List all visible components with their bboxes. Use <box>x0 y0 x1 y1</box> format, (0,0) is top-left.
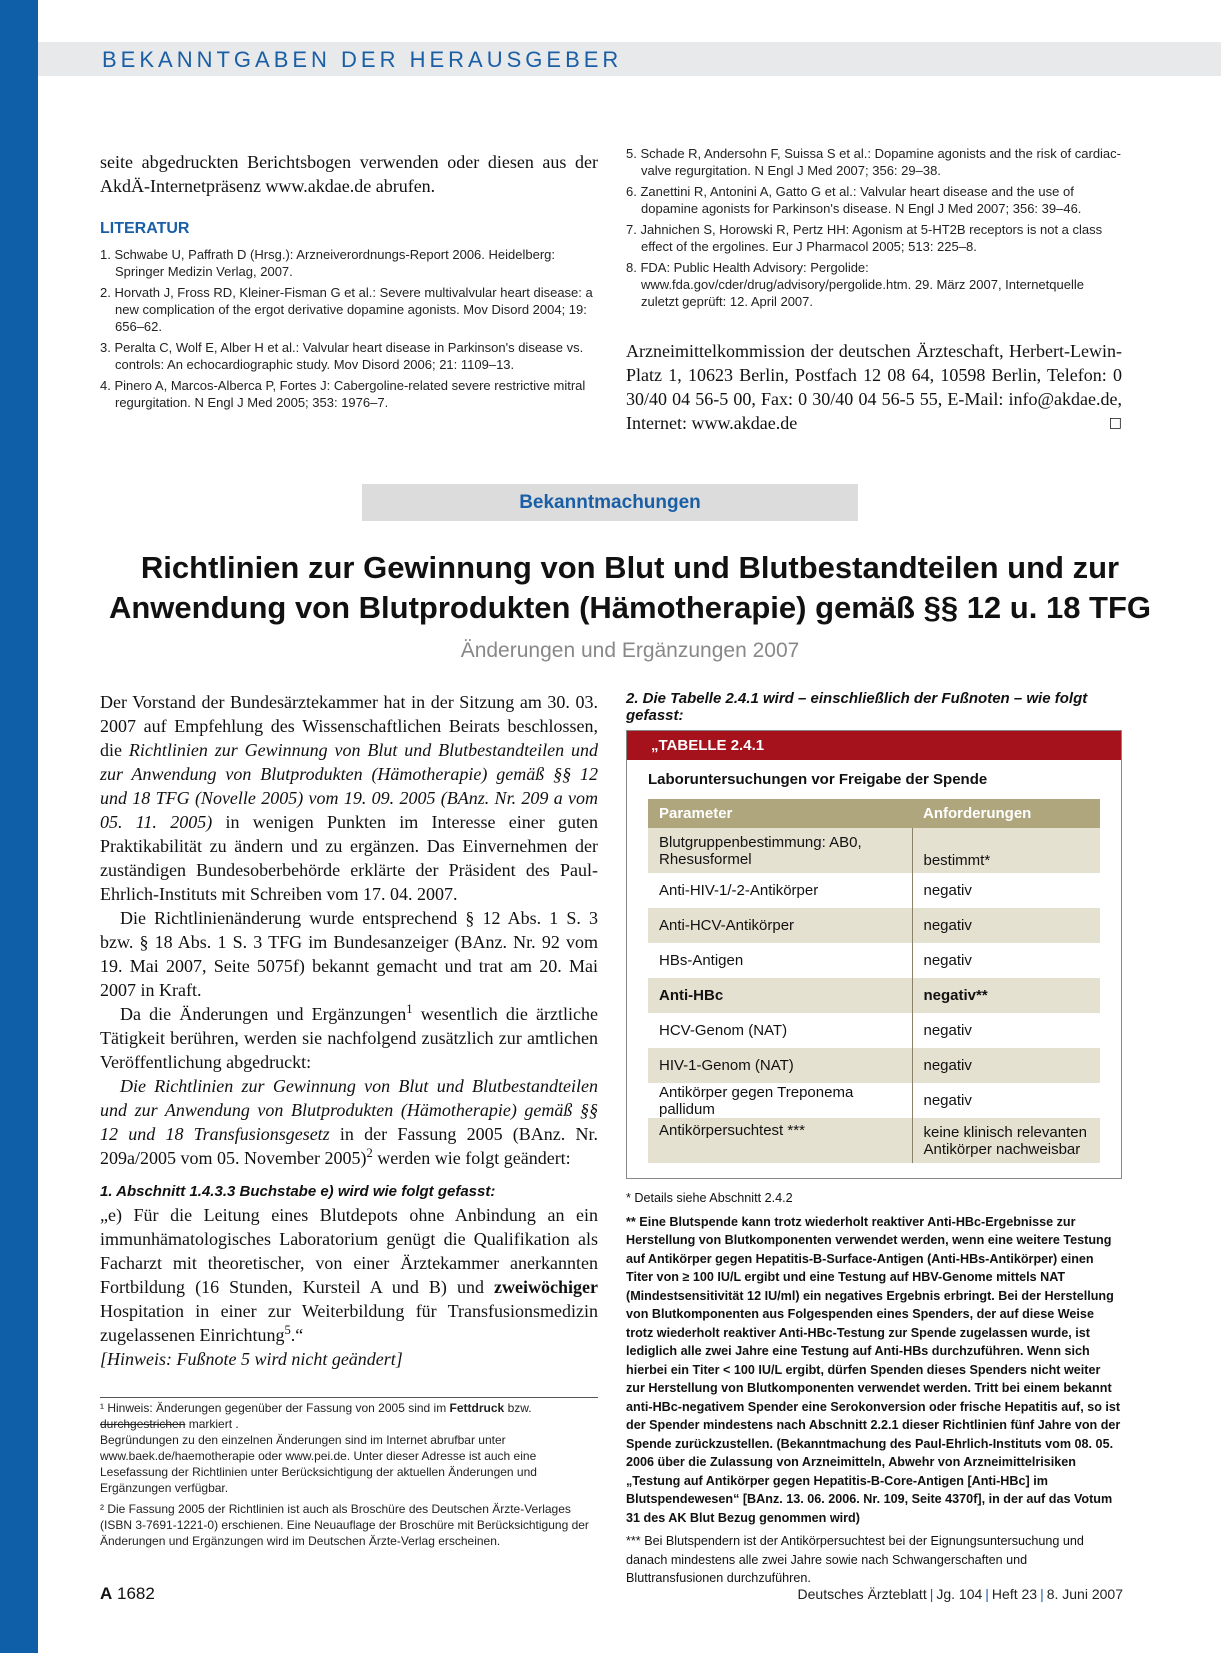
table-footnote-1: * Details siehe Abschnitt 2.4.2 <box>626 1191 793 1205</box>
cell-requirement: keine klinisch relevanten Antikörper nachweisbar <box>912 1118 1100 1163</box>
table-caption: Laboruntersuchungen vor Freigabe der Spende <box>648 771 988 788</box>
body-paragraph <box>100 1074 598 1170</box>
cell-parameter: HCV-Genom (NAT) <box>648 1013 912 1048</box>
reference-item: 7. Jahnichen S, Horowski R, Pertz HH: Agonism at 5-HT2B receptors is not a class effect of the ergolines. Eur J Pharmacol 2005; 513: 225–8. <box>626 222 1103 254</box>
reference-item: 3. Peralta C, Wolf E, Alber H et al.: Valvular heart disease in Parkinson's disease vs. controls: An echocardiographic study. Mov Disord 2006; 21: 1109–13. <box>100 340 584 372</box>
cell-parameter: Blutgruppenbestimmung: AB0, Rhesusformel <box>648 828 912 873</box>
literature-heading: LITERATUR <box>100 220 190 237</box>
body-paragraph <box>100 690 598 906</box>
table-row <box>648 1013 1100 1048</box>
text-run-italic: Richtlinien zur Gewinnung von Blut und Blutbestandteilen und zur Anwendung von Blutprodukten (Hämotherapie) gemäß §§ 12 und 18 TFG (Novelle 2005) vom 19. 09. 2005 (BAnz. Nr. 209 a vom 05. 11. 2005) <box>100 740 598 832</box>
reference-item: 5. Schade R, Andersohn F, Suissa S et al.: Dopamine agonists and the risk of cardiac-valve regurgitation. N Engl J Med 2007; 356: 29–38. <box>626 146 1121 178</box>
text-run-italic: Die Richtlinien zur Gewinnung von Blut und Blutbestandteilen und zur Anwendung von Blutprodukten (Hämotherapie) gemäß §§ 12 und 18 Transfusionsgesetz <box>100 1076 598 1144</box>
text-run: werden wie folgt geändert: <box>372 1148 571 1168</box>
reference-item: 8. FDA: Public Health Advisory: Pergolide: www.fda.gov/cder/drug/advisory/pergolide.htm. 29. März 2007, Internetquelle zuletzt geprüft: 12. April 2007. <box>626 260 1084 309</box>
cell-requirement: negativ <box>912 1048 1100 1083</box>
column-header-requirements: Anforderungen <box>912 799 1100 828</box>
cell-requirement: negativ <box>923 1022 972 1039</box>
reference-item: 2. Horvath J, Fross RD, Kleiner-Fisman G et al.: Severe multivalvular heart disease: a new complication of the ergot derivative dopamine agonists. Mov Disord 2004; 19: 656–62. <box>100 285 593 334</box>
footnote-ref: 1 <box>406 1002 413 1016</box>
text-run: Der Vorstand der Bundesärztekammer hat in der Sitzung am 30. 03. 2007 auf Empfehlung des Wissenschaftlichen Beirats beschlossen, die <box>100 692 598 760</box>
text-run: wesentlich die ärztliche Tätigkeit berühren, werden sie nachfolgend zusätzlich zur amtlichen Veröffentlichung abgedruckt: <box>100 1004 598 1072</box>
header-label: BEKANNTGABEN DER HERAUSGEBER <box>102 47 623 72</box>
reference-item: 6. Zanettini R, Antonini A, Gatto G et al.: Valvular heart disease and the use of dopamine agonists for Parkinson's disease. N Engl J Med 2007; 356: 39–46. <box>626 184 1082 216</box>
table-row <box>648 908 1100 943</box>
footnote-divider <box>100 1397 598 1398</box>
text-run-bold: Fettdruck <box>449 1401 505 1415</box>
page-number-value: 1682 <box>117 1584 155 1603</box>
table-row <box>648 873 1100 908</box>
table-footnote-2: ** Eine Blutspende kann trotz wiederholt reaktiver Anti-HBc-Ergebnisse zur Herstellung von Blutkomponenten verwendet werden, wenn eine weitere Testung auf Antikörper gegen Hepatitis-B-Surface-Antigen (Anti-HBs-Antikörper) einen Titer von ≥ 100 IU/L ergibt und eine Testung auf HBV-Genome mittels NAT (Mindestsensitivität 12 IU/ml) ein negatives Ergebnis erbringt. Bei der Herstellung von Blutkomponenten aus Folgespenden eines Spenders, der auf diese Weise trotz wiederholt reaktiver Anti-HBc-Testung zur Spende zugelassen wurde, ist lediglich alle zwei Jahre eine Testung auf Anti-HBs durchzuführen. Wenn sich hierbei ein Titer < 100 IU/L ergibt, dürfen Spenden dieses Spenders nicht weiter zur Herstellung von Blutkomponenten verwendet werden. Tritt bei einem bekannt anti-HBc-negativem Spender eine Serokonversion oder frische Hepatitis auf, so ist der Spender mindestens nach Abschnitt 2.2.1 dieser Richtlinien fünf Jahre von der Spende zurückzustellen. (Bekanntmachung des Paul-Ehrlich-Instituts vom 08. 05. 2006 über die Zulassung von Arzneimitteln, Abwehr von Arzneimittelrisiken „Testung auf Antikörper gegen Hepatitis-B-Core-Antigen [Anti-HBc] im Blutspendewesen“ [BAnz. 13. 06. 2006. Nr. 109, Seite 4370f], in der auf das Votum 31 des AK Blut Bezug genommen wird) <box>626 1214 1121 1525</box>
text-run-bold: zweiwöchiger <box>494 1277 598 1297</box>
table-header-row <box>648 799 1100 828</box>
akdae-address-text: Arzneimittelkommission der deutschen Ärzteschaft, Herbert-Lewin-Platz 1, 10623 Berlin, Postfach 12 08 64, 10598 Berlin, Telefon: 0 30/40 04 56-5 00, Fax: 0 30/40 04 56-5 55, E-Mail: info@akdae.de, Internet: www.akdae.de <box>626 341 1122 433</box>
cell-parameter: HBs-Antigen <box>648 943 912 978</box>
cell-parameter: Antikörper gegen Treponema pallidum <box>648 1083 912 1118</box>
body-paragraph <box>100 1203 598 1347</box>
text-run-strike: durchgestrichen <box>100 1417 186 1431</box>
section-label-bar <box>362 484 858 521</box>
lab-table <box>648 799 1100 1163</box>
cell-requirement: negativ** <box>912 978 1100 1013</box>
text-run: markiert . <box>185 1417 239 1431</box>
cell-requirement: negativ <box>923 882 972 899</box>
text-run: Da die Änderungen und Ergänzungen <box>120 1004 407 1024</box>
article-title: Richtlinien zur Gewinnung von Blut und Blutbestandteilen und zur Anwendung von Blutprodukten (Hämotherapie) gemäß §§ 12 u. 18 TFG <box>108 550 1152 625</box>
reference-item: 4. Pinero A, Marcos-Alberca P, Fortes J: Cabergoline-related severe restrictive mitral regurgitation. N Engl J Med 2005; 353: 1976–7. <box>100 378 586 410</box>
text-run: ¹ Hinweis: Änderungen gegenüber der Fassung von 2005 sind im <box>100 1401 450 1415</box>
footnote-ref: 2 <box>366 1146 373 1160</box>
footnote-ref: 5 <box>284 1323 291 1337</box>
footnotes <box>100 1400 598 1554</box>
table-row <box>648 943 1100 978</box>
text-run: Hospitation in einer zur Weiterbildung für Transfusionsmedizin zugelassenen Einrichtung <box>100 1301 598 1345</box>
journal-volume: Jg. 104 <box>936 1586 983 1602</box>
page-header <box>38 42 1221 76</box>
table-row <box>648 1083 1100 1118</box>
section-2-heading: 2. Die Tabelle 2.4.1 wird – einschließlich der Fußnoten – wie folgt gefasst: <box>626 690 1088 724</box>
table-row <box>648 1048 1100 1083</box>
cell-parameter: Anti-HIV-1/-2-Antikörper <box>648 873 912 908</box>
table-row <box>648 1118 1100 1163</box>
text-run: Begründungen zu den einzelnen Änderungen sind im Internet abrufbar unter www.baek.de/haemotherapie oder www.pei.de. Unter dieser Adresse ist auch eine Lesefassung der Richtlinien unter Berücksichtigung der aktuellen Änderungen und Ergänzungen verfügbar. <box>100 1433 537 1495</box>
table-row <box>648 978 1100 1013</box>
body-paragraph: Die Richtlinienänderung wurde entsprechend § 12 Abs. 1 S. 3 bzw. § 18 Abs. 1 S. 3 TFG im Bundesanzeiger (BAnz. Nr. 92 vom 19. Mai 2007, Seite 5075f) bekannt gemacht und trat am 20. Mai 2007 in Kraft. <box>100 908 598 1000</box>
table-footnote-3: *** Bei Blutspendern ist der Antikörpersuchtest bei der Eignungsuntersuchung und danach mindestens alle zwei Jahre sowie nach Schwangerschaften und Bluttransfusionen durchzuführen. <box>626 1534 1084 1585</box>
journal-info: Deutsches Ärzteblatt | Jg. 104 | Heft 23 | 8. Juni 2007 <box>797 1586 1123 1602</box>
akdae-address <box>626 339 1122 435</box>
reference-list-left <box>100 246 598 415</box>
cell-requirement: negativ <box>923 1092 972 1109</box>
cell-parameter: Antikörpersuchtest *** <box>648 1118 912 1163</box>
section-1-body <box>100 1203 598 1371</box>
table-row <box>648 828 1100 873</box>
footnote-1 <box>100 1400 598 1496</box>
cell-requirement: bestimmt* <box>912 828 1100 873</box>
cell-parameter: Anti-HBc <box>648 978 912 1013</box>
text-run: bzw. <box>504 1401 532 1415</box>
article-body-left <box>100 690 598 1170</box>
journal-issue: Heft 23 <box>991 1586 1038 1602</box>
section-label: Bekanntmachungen <box>519 492 701 513</box>
table-box <box>626 730 1122 1179</box>
reference-item: 1. Schwabe U, Paffrath D (Hrsg.): Arzneiverordnungs-Report 2006. Heidelberg: Springer Medizin Verlag, 2007. <box>100 247 555 279</box>
page-prefix: A <box>100 1584 113 1603</box>
column-header-parameter: Parameter <box>648 799 912 828</box>
text-run: .“ <box>290 1325 304 1345</box>
text-run: „e) Für die Leitung eines Blutdepots ohne Anbindung an ein immunhämatologisches Laboratorium genügt die Qualifikation als Facharzt mit theoretischer, von einer Ärztekammer anerkannten Fortbildung (16 Stunden, Kursteil A und B) und <box>100 1205 598 1297</box>
left-color-bar <box>0 0 38 1653</box>
end-mark-icon: □ <box>1108 415 1122 431</box>
intro-paragraph: seite abgedruckten Berichtsbogen verwenden oder diesen aus der AkdÄ-Internetpräsenz www.akdae.de abrufen. <box>100 152 598 196</box>
journal-name: Deutsches Ärzteblatt <box>797 1586 927 1602</box>
journal-date: 8. Juni 2007 <box>1046 1586 1123 1602</box>
text-run: in der Fassung 2005 (BAnz. Nr. 209a/2005 vom 05. November 2005) <box>100 1124 599 1168</box>
page-number <box>100 1584 155 1604</box>
reference-list-right <box>626 145 1121 314</box>
article-subtitle: Änderungen und Ergänzungen 2007 <box>460 639 800 662</box>
table-title-bar: „TABELLE 2.4.1 <box>627 731 1121 760</box>
note-paragraph <box>100 1347 598 1371</box>
cell-parameter: Anti-HCV-Antikörper <box>648 908 912 943</box>
cell-requirement: negativ <box>923 952 972 969</box>
cell-requirement: negativ <box>912 908 1100 943</box>
text-run-italic: [Hinweis: Fußnote 5 wird nicht geändert] <box>100 1349 403 1369</box>
footnote-2: ² Die Fassung 2005 der Richtlinien ist auch als Broschüre des Deutschen Ärzte-Verlages (ISBN 3-7691-1221-0) erschienen. Eine Neuauflage der Broschüre mit Berücksichtigung der Änderungen und Ergänzungen wird im Deutschen Ärzte-Verlag erscheinen. <box>100 1502 589 1548</box>
cell-parameter: HIV-1-Genom (NAT) <box>648 1048 912 1083</box>
body-paragraph <box>100 1002 598 1074</box>
section-1-heading: 1. Abschnitt 1.4.3.3 Buchstabe e) wird wie folgt gefasst: <box>100 1183 496 1200</box>
table-footnotes <box>626 1189 1122 1593</box>
text-run: in wenigen Punkten im Interesse einer guten Praktikabilität zu ändern und zu ergänzen. Das Einvernehmen der zuständigen Bundesoberbehörde erklärte der Präsident des Paul-Ehrlich-Instituts mit Schreiben vom 17. 04. 2007. <box>100 812 598 904</box>
